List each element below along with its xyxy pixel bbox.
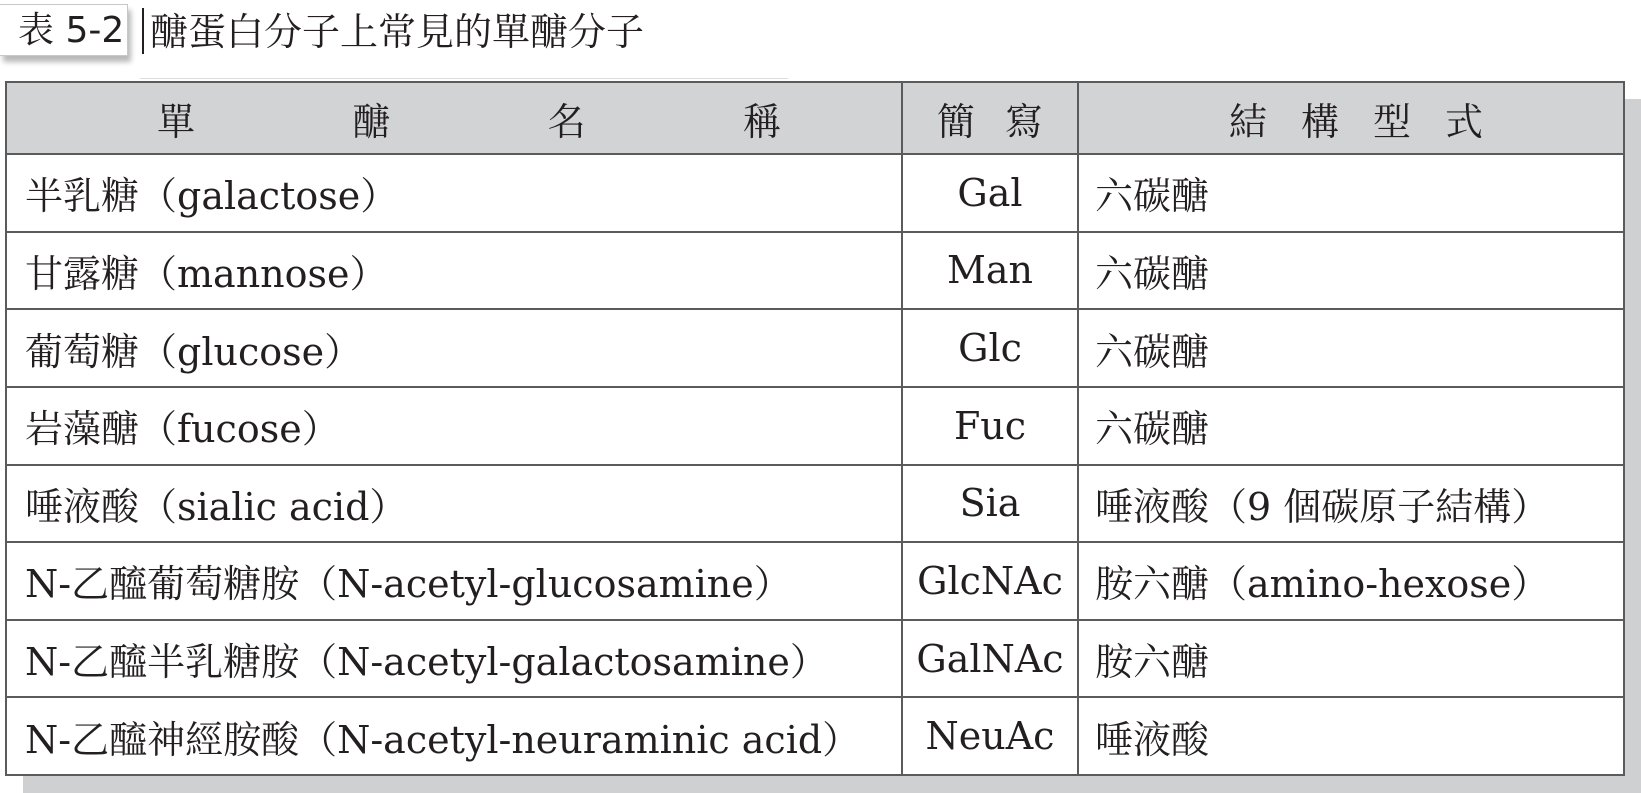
sugar-name-cell: N-乙醯半乳糖胺（N-acetyl-galactosamine） [6, 620, 902, 698]
header-structure-char: 構 [1300, 99, 1339, 144]
abbreviation-cell: Sia [902, 465, 1078, 543]
header-structure [1078, 82, 1624, 154]
table-row [6, 620, 1624, 698]
table-row [6, 465, 1624, 543]
sugar-name-cell: 唾液酸（sialic acid） [6, 465, 902, 543]
abbreviation-cell: Glc [902, 309, 1078, 387]
header-structure-char: 型 [1372, 99, 1411, 144]
sugar-name-cell: N-乙醯葡萄糖胺（N-acetyl-glucosamine） [6, 542, 902, 620]
header-name-char: 稱 [742, 99, 781, 144]
abbreviation-cell: Gal [902, 154, 1078, 232]
monosaccharide-table-container [5, 81, 1623, 776]
table-row [6, 542, 1624, 620]
structure-cell: 六碳醣 [1078, 387, 1624, 465]
table-title: 醣蛋白分子上常見的單醣分子 [150, 10, 645, 54]
header-abbr-char: 簡 [937, 99, 976, 144]
table-row [6, 387, 1624, 465]
header-name [6, 82, 902, 154]
header-name-char: 名 [547, 99, 586, 144]
header-name-char: 醣 [352, 99, 391, 144]
abbreviation-cell: GalNAc [902, 620, 1078, 698]
header-structure-char: 結 [1229, 99, 1268, 144]
table-number-label: 表 5-2 [0, 4, 128, 56]
table-row [6, 232, 1624, 310]
structure-cell: 胺六醣（amino-hexose） [1078, 542, 1624, 620]
sugar-name-cell: N-乙醯神經胺酸（N-acetyl-neuraminic acid） [6, 697, 902, 775]
header-structure-char: 式 [1444, 99, 1483, 144]
abbreviation-cell: Fuc [902, 387, 1078, 465]
header-abbr-char: 寫 [1004, 99, 1043, 144]
abbreviation-cell: NeuAc [902, 697, 1078, 775]
sugar-name-cell: 甘露糖（mannose） [6, 232, 902, 310]
structure-cell: 唾液酸 [1078, 697, 1624, 775]
table-row [6, 697, 1624, 775]
caption-underline [140, 78, 788, 79]
structure-cell: 胺六醣 [1078, 620, 1624, 698]
header-abbreviation [902, 82, 1078, 154]
header-name-char: 單 [157, 99, 196, 144]
sugar-name-cell: 半乳糖（galactose） [6, 154, 902, 232]
structure-cell: 唾液酸（9 個碳原子結構） [1078, 465, 1624, 543]
table-row [6, 309, 1624, 387]
table-caption [0, 0, 790, 66]
structure-cell: 六碳醣 [1078, 309, 1624, 387]
header-row [6, 82, 1624, 154]
caption-divider [142, 8, 144, 54]
sugar-name-cell: 岩藻醣（fucose） [6, 387, 902, 465]
structure-cell: 六碳醣 [1078, 154, 1624, 232]
abbreviation-cell: Man [902, 232, 1078, 310]
monosaccharide-table [5, 81, 1625, 776]
table-row [6, 154, 1624, 232]
abbreviation-cell: GlcNAc [902, 542, 1078, 620]
structure-cell: 六碳醣 [1078, 232, 1624, 310]
sugar-name-cell: 葡萄糖（glucose） [6, 309, 902, 387]
